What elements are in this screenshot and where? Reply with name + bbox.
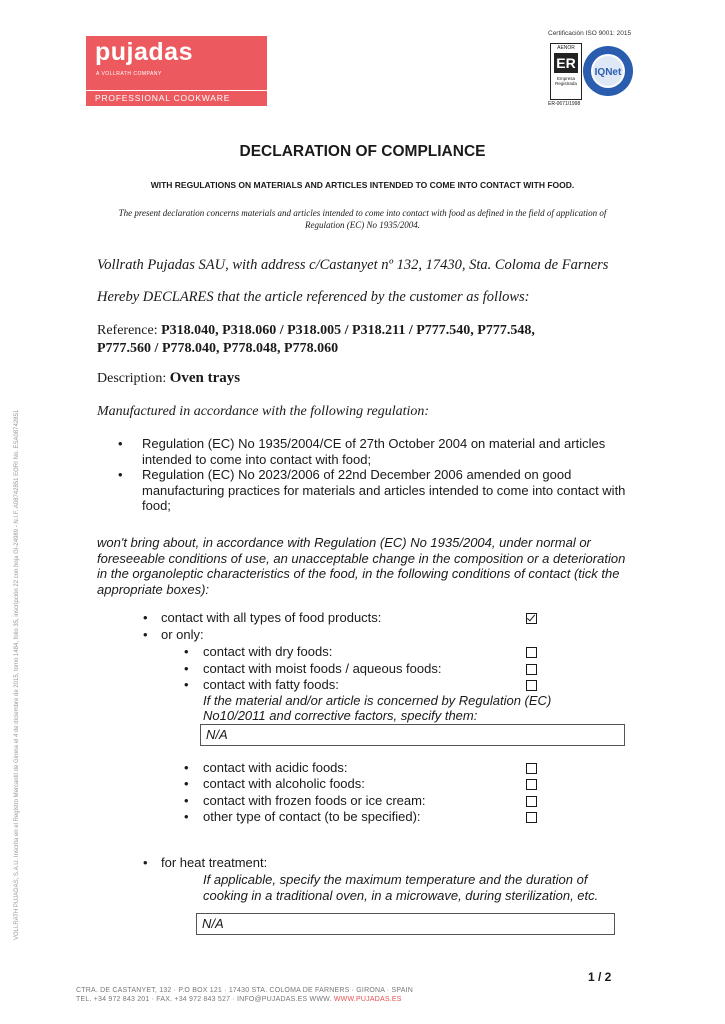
bullet-icon: •	[184, 661, 189, 676]
document-subtitle: WITH REGULATIONS ON MATERIALS AND ARTICLES INTENDED TO COME INTO CONTACT WITH FOOD.	[150, 180, 575, 190]
bullet-icon: •	[118, 436, 123, 451]
bullet-icon: •	[184, 760, 189, 775]
heat-treatment-value: N/A	[202, 916, 224, 931]
contact-moist-label: contact with moist foods / aqueous foods:	[203, 661, 442, 676]
or-only-label: or only:	[161, 627, 204, 642]
bullet-icon: •	[184, 809, 189, 824]
logo-brand: pujadas	[95, 38, 193, 66]
bullet-icon: •	[184, 776, 189, 791]
fatty-factors-value: N/A	[206, 727, 228, 742]
reference-value-line2: P777.560 / P778.040, P778.048, P778.060	[97, 341, 339, 356]
reference-value-line1: P318.040, P318.060 / P318.005 / P318.211 / P777.540, P777.548,	[161, 323, 535, 338]
aenor-mark: ER	[554, 53, 578, 73]
contact-alcoholic-checkbox[interactable]	[526, 779, 537, 790]
footer-address: CTRA. DE CASTANYET, 132 · P.O BOX 121 · 17430 STA. COLOMA DE FARNERS · GIRONA · SPAIN	[76, 987, 414, 994]
logo-divider	[86, 90, 267, 91]
certification-number: ER-0671/1998	[548, 101, 581, 107]
contact-other-label: other type of contact (to be specified):	[203, 809, 421, 824]
contact-fatty-label: contact with fatty foods:	[203, 677, 339, 692]
bullet-icon: •	[184, 677, 189, 692]
company-logo	[86, 36, 267, 106]
bullet-icon: •	[143, 627, 148, 642]
contact-acidic-checkbox[interactable]	[526, 763, 537, 774]
contact-frozen-checkbox[interactable]	[526, 796, 537, 807]
bullet-icon: •	[184, 644, 189, 659]
manufactured-statement: Manufactured in accordance with the following regulation:	[97, 404, 430, 419]
contact-frozen-label: contact with frozen foods or ice cream:	[203, 793, 426, 808]
aenor-seal	[550, 43, 582, 100]
contact-moist-checkbox[interactable]	[526, 664, 537, 675]
certification-title: Certificación ISO 9001: 2015	[548, 30, 632, 37]
fatty-factors-field[interactable]	[200, 724, 625, 746]
heat-treatment-field[interactable]	[196, 913, 615, 935]
iqnet-seal-icon	[582, 45, 634, 97]
contact-acidic-label: contact with acidic foods:	[203, 760, 348, 775]
registry-side-text: VOLLRATH PUJADAS, S.A.U. Inscrita en el Registro Mercantil de Girona el 4 de diciembre de 2015, tomo 1484, folio 35, inscripción 22 con hoja GI-24989 - N.I.F. A08742851 EORI No. ESA08742851	[14, 409, 20, 940]
intro-text: The present declaration concerns materials and articles intended to come into contact with food as defined in the field of application of Regulation (EC) No 1935/2004.	[118, 208, 607, 230]
contact-all-types-label: contact with all types of food products:	[161, 610, 382, 625]
description-block	[97, 370, 240, 387]
contact-dry-label: contact with dry foods:	[203, 644, 333, 659]
bullet-icon: •	[118, 467, 123, 482]
heat-treatment-note: If applicable, specify the maximum temperature and the duration of cooking in a traditional oven, in a microwave, during sterilization, etc.	[203, 872, 599, 903]
contact-alcoholic-label: contact with alcoholic foods:	[203, 776, 365, 791]
logo-subtitle: A VOLLRATH COMPANY	[96, 71, 162, 77]
company-statement: Vollrath Pujadas SAU, with address c/Castanyet nº 132, 17430, Sta. Coloma de Farners	[97, 257, 609, 273]
bullet-icon: •	[143, 610, 148, 625]
bullet-icon: •	[143, 855, 148, 870]
logo-tagline: PROFESSIONAL COOKWARE	[95, 93, 231, 103]
declares-statement: Hereby DECLARES that the article referenced by the customer as follows:	[97, 289, 530, 305]
conditions-statement: won't bring about, in accordance with Regulation (EC) No 1935/2004, under normal or foreseeable conditions of use, an unacceptable change in the composition or a deterioration in the organoleptic characteristics of the food, in the following conditions of contact (tick the appropriate boxes):	[97, 535, 626, 597]
bullet-icon: •	[184, 793, 189, 808]
aenor-label: AENOR	[557, 45, 575, 51]
aenor-text: Empresa Registrada	[555, 76, 577, 86]
reference-block	[97, 322, 657, 358]
heat-treatment-label: for heat treatment:	[161, 855, 268, 870]
reference-label: Reference:	[97, 323, 162, 338]
footer-contact	[76, 996, 402, 1003]
footer-phone-email: TEL. +34 972 843 201 · FAX. +34 972 843 527 · INFO@PUJADAS.ES WWW.	[76, 996, 332, 1003]
fatty-note: If the material and/or article is concerned by Regulation (EC) No10/2011 and corrective factors, specify them:	[203, 693, 552, 723]
page-number: 1 / 2	[588, 970, 612, 984]
iqnet-label: IQNet	[594, 67, 622, 78]
regulation-text: Regulation (EC) No 2023/2006 of 22nd December 2006 amended on good manufacturing practices for materials and articles intended to come into contact with food;	[142, 467, 626, 513]
document-title: DECLARATION OF COMPLIANCE	[239, 143, 486, 160]
contact-other-checkbox[interactable]	[526, 812, 537, 823]
description-label: Description:	[97, 371, 170, 386]
contact-all-types-checkbox[interactable]	[526, 613, 537, 624]
regulation-text: Regulation (EC) No 1935/2004/CE of 27th October 2004 on material and articles intended to come into contact with food;	[142, 436, 606, 467]
contact-fatty-checkbox[interactable]	[526, 680, 537, 691]
description-value: Oven trays	[169, 370, 241, 386]
footer-website-link[interactable]: WWW.PUJADAS.ES	[333, 996, 402, 1003]
contact-dry-checkbox[interactable]	[526, 647, 537, 658]
